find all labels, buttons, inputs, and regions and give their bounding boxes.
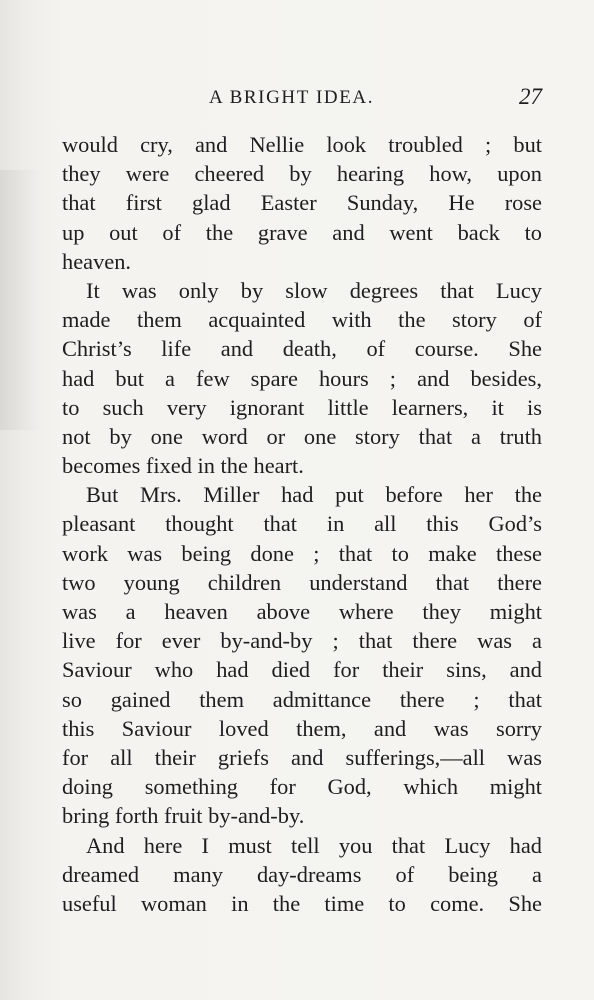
- text-line: work was being done ; that to make these: [62, 540, 542, 566]
- body-text: [62, 130, 542, 918]
- text-line: And here I must tell you that Lucy had: [86, 832, 542, 858]
- text-line: had but a few spare hours ; and besides,: [62, 365, 542, 391]
- text-line: so gained them admittance there ; that: [62, 686, 542, 712]
- text-line: Saviour who had died for their sins, and: [62, 657, 542, 683]
- paragraph: [62, 831, 542, 919]
- page-header: [62, 84, 542, 114]
- text-line: for all their griefs and sufferings,—all was: [62, 744, 542, 770]
- text-line: this Saviour loved them, and was sorry: [62, 715, 542, 741]
- paragraph: [62, 480, 542, 830]
- text-line: made them acquainted with the story of: [62, 307, 542, 333]
- text-line: It was only by slow degrees that Lucy: [86, 277, 542, 303]
- running-head: A BRIGHT IDEA.: [209, 87, 375, 108]
- text-line: two young children understand that there: [62, 569, 542, 595]
- text-line: was a heaven above where they might: [62, 599, 542, 624]
- page-gutter-shadow: [0, 170, 40, 430]
- text-line: But Mrs. Miller had put before her the: [86, 482, 542, 508]
- text-line: heaven.: [62, 248, 131, 274]
- text-line: doing something for God, which might: [62, 774, 542, 800]
- text-line: they were cheered by hearing how, upon: [62, 161, 542, 187]
- text-line: that first glad Easter Sunday, He rose: [62, 190, 542, 216]
- text-line: useful woman in the time to come. She: [62, 890, 542, 916]
- text-line: would cry, and Nellie look troubled ; but: [62, 132, 542, 157]
- text-line: Christ’s life and death, of course. She: [62, 336, 542, 362]
- text-line: up out of the grave and went back to: [62, 219, 542, 245]
- text-line: pleasant thought that in all this God’s: [62, 511, 542, 537]
- text-line: to such very ignorant little learners, it is: [62, 394, 542, 420]
- paragraph: [62, 130, 542, 276]
- text-line: dreamed many day-dreams of being a: [62, 861, 542, 887]
- text-line: not by one word or one story that a truth: [62, 423, 542, 449]
- paragraph: [62, 276, 542, 480]
- text-line: live for ever by-and-by ; that there was a: [62, 628, 542, 654]
- text-line: becomes fixed in the heart.: [62, 453, 304, 479]
- text-line: bring forth fruit by-and-by.: [62, 803, 305, 829]
- page-number: 27: [519, 84, 542, 109]
